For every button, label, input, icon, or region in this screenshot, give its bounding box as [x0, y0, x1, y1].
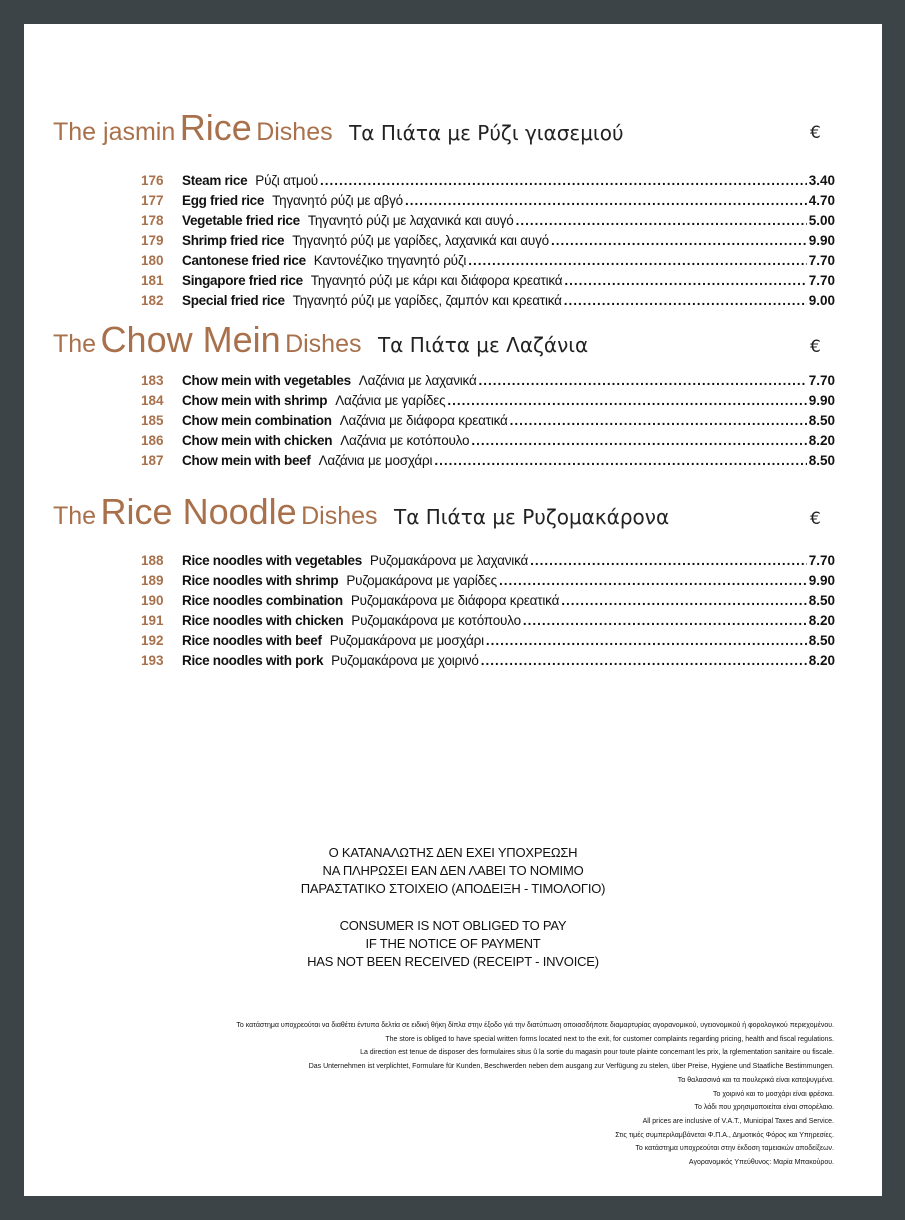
dot-leader [320, 171, 807, 191]
item-number: 177 [141, 193, 164, 208]
fine-print-line: Τα θαλασσινά και τα πουλερικά είναι κατεψυγμένα. [677, 1076, 834, 1084]
menu-item [141, 611, 835, 631]
heading-suffix: Dishes [285, 330, 362, 358]
heading-suffix: Dishes [256, 118, 333, 146]
item-name-gr: Ρυζομακάρονα με γαρίδες [346, 573, 497, 588]
euro-icon: € [810, 123, 821, 143]
menu-item [141, 171, 835, 191]
item-name-gr: Ρυζομακάρονα με λαχανικά [369, 553, 529, 568]
item-price: 8.50 [808, 633, 835, 648]
item-name-gr: Τηγανητό ρύζι με κάρι και διάφορα κρεατικά [310, 273, 563, 288]
item-name-en: Chow mein with chicken [182, 433, 333, 448]
item-price: 8.20 [808, 613, 835, 628]
menu-item [141, 651, 835, 671]
item-price: 4.70 [808, 193, 835, 208]
menu-item [141, 631, 835, 651]
fine-print-line: La direction est tenue de disposer des formulaires situs û la sortie du magasin pour toute plainte concernant les prix, la rglementation sanitaire ou fiscale. [360, 1049, 834, 1057]
item-name-en: Shrimp fried rice [182, 233, 285, 248]
item-name-en: Rice noodles with shrimp [182, 573, 339, 588]
heading-main: Rice Noodle [100, 491, 297, 532]
section-heading [53, 491, 670, 532]
heading-main: Rice [179, 107, 252, 148]
item-name-gr: Λαζάνια με κοτόπουλο [340, 433, 470, 448]
item-name-gr: Τηγανητό ρύζι με λαχανικά και αυγό [307, 213, 514, 228]
item-name-gr: Ρυζομακάρονα με διάφορα κρεατικά [350, 593, 560, 608]
payment-notice-greek [24, 844, 882, 898]
item-price: 8.50 [808, 593, 835, 608]
item-name-en: Rice noodles with vegetables [182, 553, 362, 568]
dot-leader [530, 551, 807, 571]
heading-suffix: Dishes [301, 502, 378, 530]
item-number: 176 [141, 173, 164, 188]
fine-print-line: Αγορανομικός Υπεύθυνος: Μαρία Μπακούρου. [688, 1159, 834, 1167]
fine-print-line: Το κατάστημα υποχρεούται να διαθέτει έντυπα δελτία σε ειδική θήκη δίπλα στην έξοδο γιά την διατύπωση οποιασδήποτε διαμαρτυρίας αγορανομικού, υγειονομικού ή φορολογικού περιεχομένου. [236, 1022, 834, 1029]
menu-item [141, 291, 835, 311]
item-price: 8.50 [808, 453, 835, 468]
menu-item [141, 571, 835, 591]
item-name-en: Chow mein with beef [182, 453, 311, 468]
fine-print-line: All prices are inclusive of V.A.T., Municipal Taxes and Service. [642, 1117, 834, 1125]
item-price: 8.50 [808, 413, 835, 428]
item-name-gr: Λαζάνια με διάφορα κρεατικά [339, 413, 508, 428]
item-name-en: Rice noodles combination [182, 593, 343, 608]
item-name-en: Rice noodles with pork [182, 653, 324, 668]
heading-prefix: The [53, 330, 97, 358]
item-name-gr: Ρυζομακάρονα με μοσχάρι [329, 633, 484, 648]
item-number: 191 [141, 613, 164, 628]
menu-item [141, 191, 835, 211]
item-list [141, 371, 835, 471]
menu-page [24, 24, 882, 1196]
fine-print-line: Das Unternehmen ist verplichtet, Formulare für Kunden, Beschwerden neben dem ausgang zur Verfügung zu stelen, über Preise, Hygiene und Staatliche Bestimmungen. [308, 1063, 834, 1071]
heading-greek: Τα Πιάτα με Ρύζι γιασεμιού [349, 121, 624, 145]
item-name-en: Egg fried rice [182, 193, 265, 208]
heading-prefix: The [53, 502, 97, 530]
item-number: 192 [141, 633, 164, 648]
dot-leader [561, 591, 807, 611]
dot-leader [405, 191, 807, 211]
item-name-gr: Ρυζομακάρονα με κοτόπουλο [351, 613, 521, 628]
dot-leader [447, 391, 806, 411]
item-price: 7.70 [808, 553, 835, 568]
menu-item [141, 551, 835, 571]
notice-line: ΝΑ ΠΛΗΡΩΣΕΙ ΕΑΝ ΔΕΝ ΛΑΒΕΙ ΤΟ ΝΟΜΙΜΟ [322, 863, 584, 878]
dot-leader [486, 631, 807, 651]
menu-item [141, 251, 835, 271]
item-name-en: Steam rice [182, 173, 248, 188]
fine-print-line: The store is obliged to have special written forms located next to the exit, for customer complaints regarding pricing, health and fiscal regulations. [385, 1035, 834, 1043]
dot-leader [564, 291, 807, 311]
item-name-en: Cantonese fried rice [182, 253, 306, 268]
item-number: 180 [141, 253, 164, 268]
item-name-en: Special fried rice [182, 293, 285, 308]
item-name-gr: Λαζάνια με γαρίδες [335, 393, 446, 408]
item-number: 182 [141, 293, 164, 308]
item-price: 7.70 [808, 253, 835, 268]
item-number: 184 [141, 393, 164, 408]
dot-leader [479, 371, 807, 391]
item-number: 185 [141, 413, 164, 428]
menu-item [141, 231, 835, 251]
item-number: 178 [141, 213, 164, 228]
notice-line: ΠΑΡΑΣΤΑΤΙΚΟ ΣΤΟΙΧΕΙΟ (ΑΠΟΔΕΙΞΗ - ΤΙΜΟΛΟΓΙΟ) [300, 881, 606, 896]
item-name-gr: Καντονέζικο τηγανητό ρύζι [313, 253, 467, 268]
dot-leader [471, 431, 806, 451]
item-name-gr: Ρυζομακάρονα με χοιρινό [331, 653, 479, 668]
dot-leader [481, 651, 807, 671]
item-number: 179 [141, 233, 164, 248]
menu-item [141, 591, 835, 611]
menu-item [141, 211, 835, 231]
item-name-gr: Τηγανητό ρύζι με γαρίδες, ζαμπόν και κρεατικά [292, 293, 562, 308]
menu-item [141, 271, 835, 291]
fine-print-line: Το χοιρινό και το μοσχάρι είναι φρέσκα. [713, 1090, 834, 1098]
item-number: 188 [141, 553, 164, 568]
item-name-en: Chow mein with shrimp [182, 393, 328, 408]
dot-leader [499, 571, 807, 591]
dot-leader [510, 411, 807, 431]
menu-item [141, 391, 835, 411]
item-number: 193 [141, 653, 164, 668]
item-list [141, 171, 835, 311]
item-name-en: Rice noodles with beef [182, 633, 322, 648]
heading-prefix: The jasmin [53, 118, 176, 146]
menu-item [141, 371, 835, 391]
item-name-gr: Λαζάνια με μοσχάρι [318, 453, 433, 468]
item-price: 7.70 [808, 273, 835, 288]
fine-print-line: Το λάδι που χρησιμοποιείται είναι σπορέλαιο. [694, 1104, 834, 1112]
item-name-en: Vegetable fried rice [182, 213, 300, 228]
menu-item [141, 451, 835, 471]
dot-leader [523, 611, 807, 631]
item-price: 7.70 [808, 373, 835, 388]
menu-item [141, 431, 835, 451]
item-name-en: Rice noodles with chicken [182, 613, 344, 628]
item-price: 9.90 [808, 233, 835, 248]
heading-greek: Τα Πιάτα με Λαζάνια [377, 333, 589, 357]
item-name-gr: Ρύζι ατμού [255, 173, 318, 188]
item-price: 8.20 [808, 433, 835, 448]
heading-greek: Τα Πιάτα με Ρυζομακάρονα [393, 505, 670, 529]
item-name-gr: Λαζάνια με λαχανικά [358, 373, 477, 388]
notice-line: IF THE NOTICE OF PAYMENT [365, 936, 541, 951]
item-price: 5.00 [808, 213, 835, 228]
euro-icon: € [810, 509, 821, 529]
item-name-gr: Τηγανητό ρύζι με γαρίδες, λαχανικά και αυγό [292, 233, 549, 248]
item-price: 9.90 [808, 573, 835, 588]
item-price: 3.40 [808, 173, 835, 188]
item-name-en: Chow mein with vegetables [182, 373, 351, 388]
item-number: 181 [141, 273, 164, 288]
fine-print-line: Στις τιμές συμπεριλαμβάνεται Φ.Π.Α., Δημοτικός Φόρος και Υπηρεσίες. [615, 1131, 834, 1139]
notice-line: HAS NOT BEEN RECEIVED (RECEIPT - INVOICE) [307, 954, 599, 969]
payment-notice-english [24, 917, 882, 971]
section-heading [53, 107, 624, 148]
item-number: 183 [141, 373, 164, 388]
item-name-en: Chow mein combination [182, 413, 332, 428]
dot-leader [564, 271, 806, 291]
item-price: 9.90 [808, 393, 835, 408]
item-list [141, 551, 835, 671]
dot-leader [551, 231, 807, 251]
menu-item [141, 411, 835, 431]
notice-line: CONSUMER IS NOT OBLIGED TO PAY [339, 918, 567, 933]
item-number: 190 [141, 593, 164, 608]
fine-print [236, 1019, 834, 1170]
item-name-en: Singapore fried rice [182, 273, 303, 288]
item-price: 8.20 [808, 653, 835, 668]
dot-leader [516, 211, 807, 231]
fine-print-line: Το κατάστημα υποχρεούται στην έκδοση ταμειακών αποδείξεων. [635, 1145, 834, 1153]
section-heading [53, 319, 589, 360]
item-number: 186 [141, 433, 164, 448]
item-number: 187 [141, 453, 164, 468]
item-name-gr: Τηγανητό ρύζι με αβγό [272, 193, 403, 208]
notice-line: Ο ΚΑΤΑΝΑΛΩΤΗΣ ΔΕΝ ΕΧΕΙ ΥΠΟΧΡΕΩΣΗ [328, 845, 578, 860]
dot-leader [468, 251, 807, 271]
euro-icon: € [810, 337, 821, 357]
dot-leader [434, 451, 806, 471]
item-price: 9.00 [808, 293, 835, 308]
item-number: 189 [141, 573, 164, 588]
heading-main: Chow Mein [100, 319, 281, 360]
